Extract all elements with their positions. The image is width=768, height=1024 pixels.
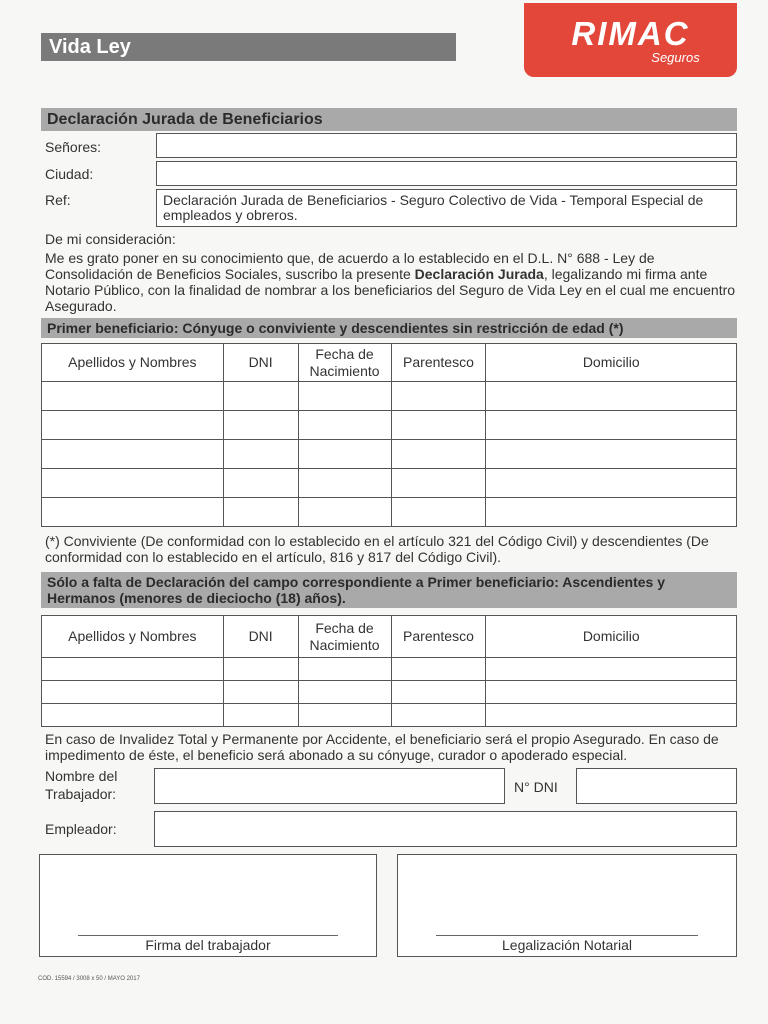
table-cell[interactable] [223,440,298,469]
table-row [42,440,737,469]
employer-label: Empleador: [45,821,117,837]
table-cell[interactable] [486,440,737,469]
worker-name-field[interactable] [154,768,505,804]
worker-signature-label: Firma del trabajador [145,937,271,953]
table-cell[interactable] [391,440,486,469]
ascendientes-table [41,615,737,727]
rimac-logo [524,3,737,77]
table-cell[interactable] [391,411,486,440]
conviviente-footnote: (*) Conviviente (De conformidad con lo establecido en el artículo 321 del Código Civil) y descendientes (De conformidad con lo establecido en el artículo, 816 y 817 del Código Civil). [45,533,709,565]
section-ascendientes-title: Sólo a falta de Declaración del campo correspondiente a Primer beneficiario: Ascendientes y Hermanos (menores de dieciocho (18) años). [41,572,737,608]
declaration-body-part2: , legalizando mi firma ante Notario Público, con la finalidad de nombrar a los beneficiarios del Seguro de Vida Ley en el cual me encuentro Asegurado. [45,266,736,314]
table-cell[interactable] [298,498,391,527]
table-cell[interactable] [486,469,737,498]
table-cell[interactable] [223,411,298,440]
primer-beneficiario-table [41,343,737,527]
column-header: Domicilio [486,344,737,382]
column-header: Domicilio [486,616,737,658]
table-cell[interactable] [391,704,486,727]
table-cell[interactable] [298,658,391,681]
form-title: Vida Ley [41,33,456,61]
logo-brand: RIMAC [571,15,690,52]
table-cell[interactable] [298,440,391,469]
table-cell[interactable] [223,704,298,727]
table-cell[interactable] [42,382,224,411]
column-header: DNI [223,344,298,382]
table-cell[interactable] [391,498,486,527]
section-declaracion-title: Declaración Jurada de Beneficiarios [41,108,737,131]
column-header: Parentesco [391,344,486,382]
ciudad-field[interactable] [156,161,737,186]
column-header: Apellidos y Nombres [42,344,224,382]
ref-label: Ref: [45,192,71,208]
table-cell[interactable] [298,704,391,727]
logo-subtitle: Seguros [651,50,700,65]
table-cell[interactable] [486,498,737,527]
declaration-body-part1: Me es grato poner en su conocimiento que, de acuerdo a lo establecido en el D.L. N° 688 - Ley de Consolidación de Beneficios Sociales, suscribo la presente [45,250,655,282]
table-cell[interactable] [42,681,224,704]
senores-field[interactable] [156,133,737,158]
table-cell[interactable] [298,382,391,411]
dni-label: N° DNI [514,779,558,795]
notary-legalization-box[interactable] [397,854,737,957]
greeting: De mi consideración: [45,231,176,247]
table-cell[interactable] [486,704,737,727]
table-row [42,704,737,727]
table-row [42,681,737,704]
table-cell[interactable] [223,681,298,704]
table-cell[interactable] [223,498,298,527]
table-cell[interactable] [391,382,486,411]
column-header: Fecha de Nacimiento [298,344,391,382]
signature-line [436,935,698,936]
table-cell[interactable] [298,469,391,498]
table-cell[interactable] [298,681,391,704]
table-cell[interactable] [486,411,737,440]
table-row [42,658,737,681]
table-cell[interactable] [391,681,486,704]
table-cell[interactable] [223,658,298,681]
column-header: Apellidos y Nombres [42,616,224,658]
ref-text: Declaración Jurada de Beneficiarios - Seguro Colectivo de Vida - Temporal Especial de empleados y obreros. [163,192,704,223]
table-cell[interactable] [42,469,224,498]
declaration-body [45,250,737,314]
table-cell[interactable] [391,469,486,498]
table-cell[interactable] [42,498,224,527]
table-cell[interactable] [223,382,298,411]
table-row [42,382,737,411]
table-cell[interactable] [42,658,224,681]
column-header: Parentesco [391,616,486,658]
dni-field[interactable] [576,768,737,804]
worker-signature-box[interactable] [39,854,377,957]
table-cell[interactable] [391,658,486,681]
section-primer-beneficiario-title: Primer beneficiario: Cónyuge o conviviente y descendientes sin restricción de edad (*) [41,318,737,338]
table-row [42,469,737,498]
signature-line [78,935,338,936]
table-cell[interactable] [298,411,391,440]
table-cell[interactable] [223,469,298,498]
column-header: DNI [223,616,298,658]
table-cell[interactable] [42,440,224,469]
form-code: COD. 15594 / 3008 x 50 / MAYO 2017 [38,976,140,982]
column-header: Fecha de Nacimiento [298,616,391,658]
table-cell[interactable] [42,411,224,440]
declaration-body-bold: Declaración Jurada [414,266,544,282]
table-cell[interactable] [486,658,737,681]
table-cell[interactable] [42,704,224,727]
worker-name-label: Nombre del Trabajador: [45,768,118,802]
ciudad-label: Ciudad: [45,166,94,182]
invalidez-note: En caso de Invalidez Total y Permanente por Accidente, el beneficiario será el propio Asegurado. En caso de impedimento de éste, el beneficio será abonado a su cónyuge, curador o apoderado especial. [45,731,719,763]
table-row [42,498,737,527]
senores-label: Señores: [45,139,102,155]
ref-field [156,189,737,227]
table-cell[interactable] [486,681,737,704]
employer-field[interactable] [154,811,737,847]
table-row [42,411,737,440]
table-cell[interactable] [486,382,737,411]
notary-legalization-label: Legalización Notarial [502,937,632,953]
